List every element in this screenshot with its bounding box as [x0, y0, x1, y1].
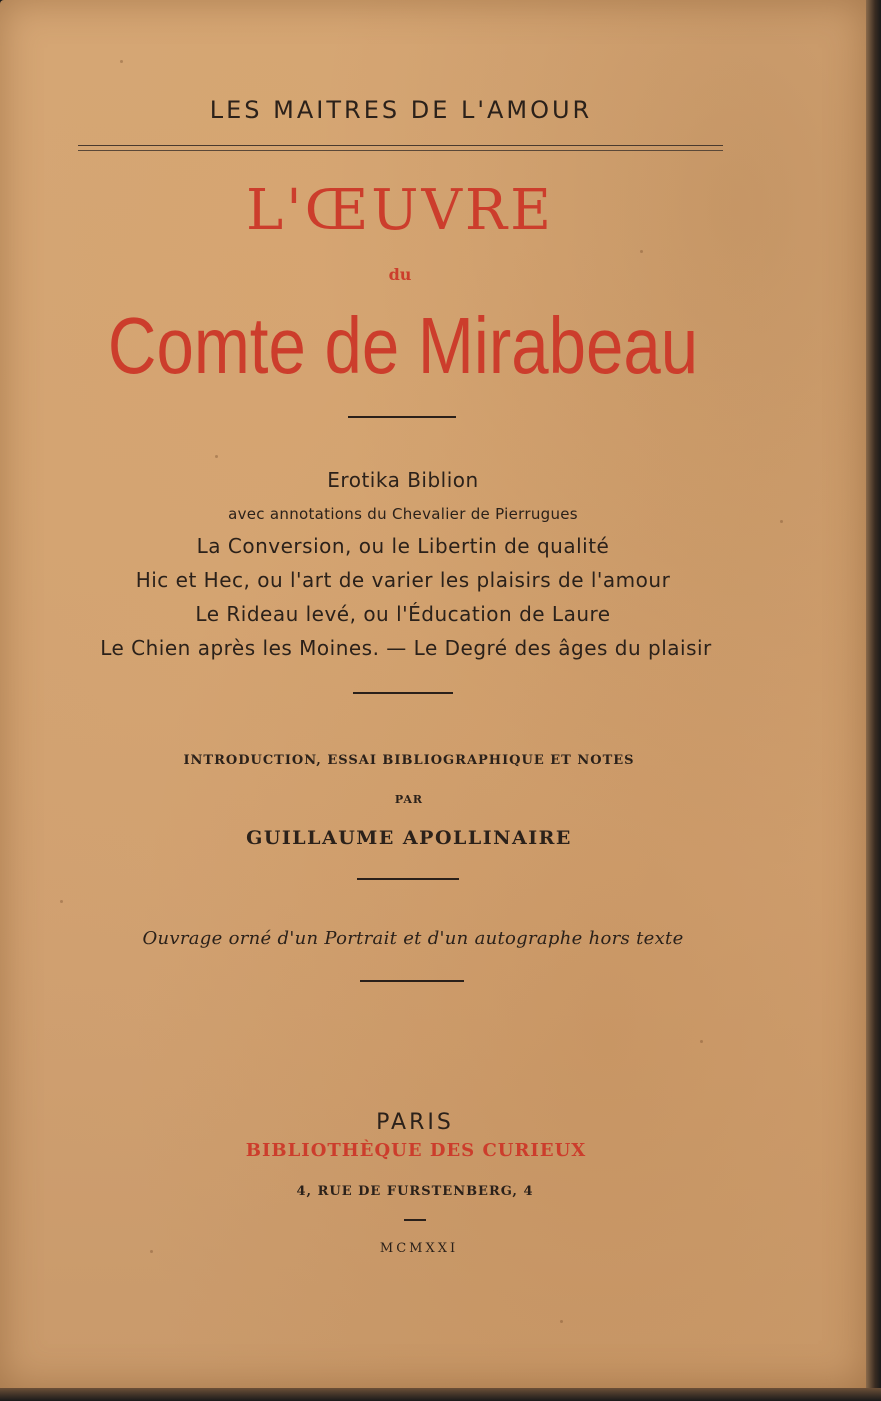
paper-speck — [640, 250, 643, 253]
paper-speck — [215, 455, 218, 458]
work-title-conversion: La Conversion, ou le Libertin de qualité — [196, 534, 610, 558]
work-title-chien-moines: Le Chien après les Moines. — Le Degré des âges du plaisir — [100, 636, 712, 660]
double-rule — [78, 145, 723, 151]
par-label: PAR — [394, 793, 424, 806]
imprint-publisher: BIBLIOTHÈQUE DES CURIEUX — [245, 1140, 587, 1161]
divider-rule — [348, 416, 456, 418]
work-title-rideau-leve: Le Rideau levé, ou l'Éducation de Laure — [195, 602, 611, 626]
illustration-note: Ouvrage orné d'un Portrait et d'un autographe hors texte — [142, 928, 684, 949]
title-connector: du — [388, 265, 412, 284]
paper-speck — [60, 900, 63, 903]
series-title: LES MAITRES DE L'AMOUR — [209, 96, 593, 124]
introduction-line: INTRODUCTION, ESSAI BIBLIOGRAPHIQUE ET NOTES — [183, 753, 635, 768]
page-edge-bottom — [0, 1388, 881, 1401]
page-edge-right — [866, 0, 881, 1401]
imprint-year: MCMXXI — [379, 1241, 459, 1256]
paper-speck — [560, 1320, 563, 1323]
work-title-hic-et-hec: Hic et Hec, ou l'art de varier les plaisirs de l'amour — [135, 568, 671, 592]
paper-speck — [120, 60, 123, 63]
divider-rule — [353, 692, 453, 694]
work-annotation-note: avec annotations du Chevalier de Pierrugues — [228, 505, 578, 523]
book-title: L'ŒUVRE — [246, 178, 554, 243]
imprint-address: 4, RUE DE FURSTENBERG, 4 — [296, 1184, 534, 1199]
work-title-erotika: Erotika Biblion — [327, 468, 479, 492]
divider-rule — [357, 878, 459, 880]
short-dash — [404, 1219, 426, 1221]
divider-rule — [360, 980, 464, 982]
imprint-city: PARIS — [376, 1110, 454, 1135]
author-title: Comte de Mirabeau — [107, 301, 699, 390]
paper-speck — [700, 1040, 703, 1043]
editor-name: GUILLAUME APOLLINAIRE — [246, 827, 572, 849]
